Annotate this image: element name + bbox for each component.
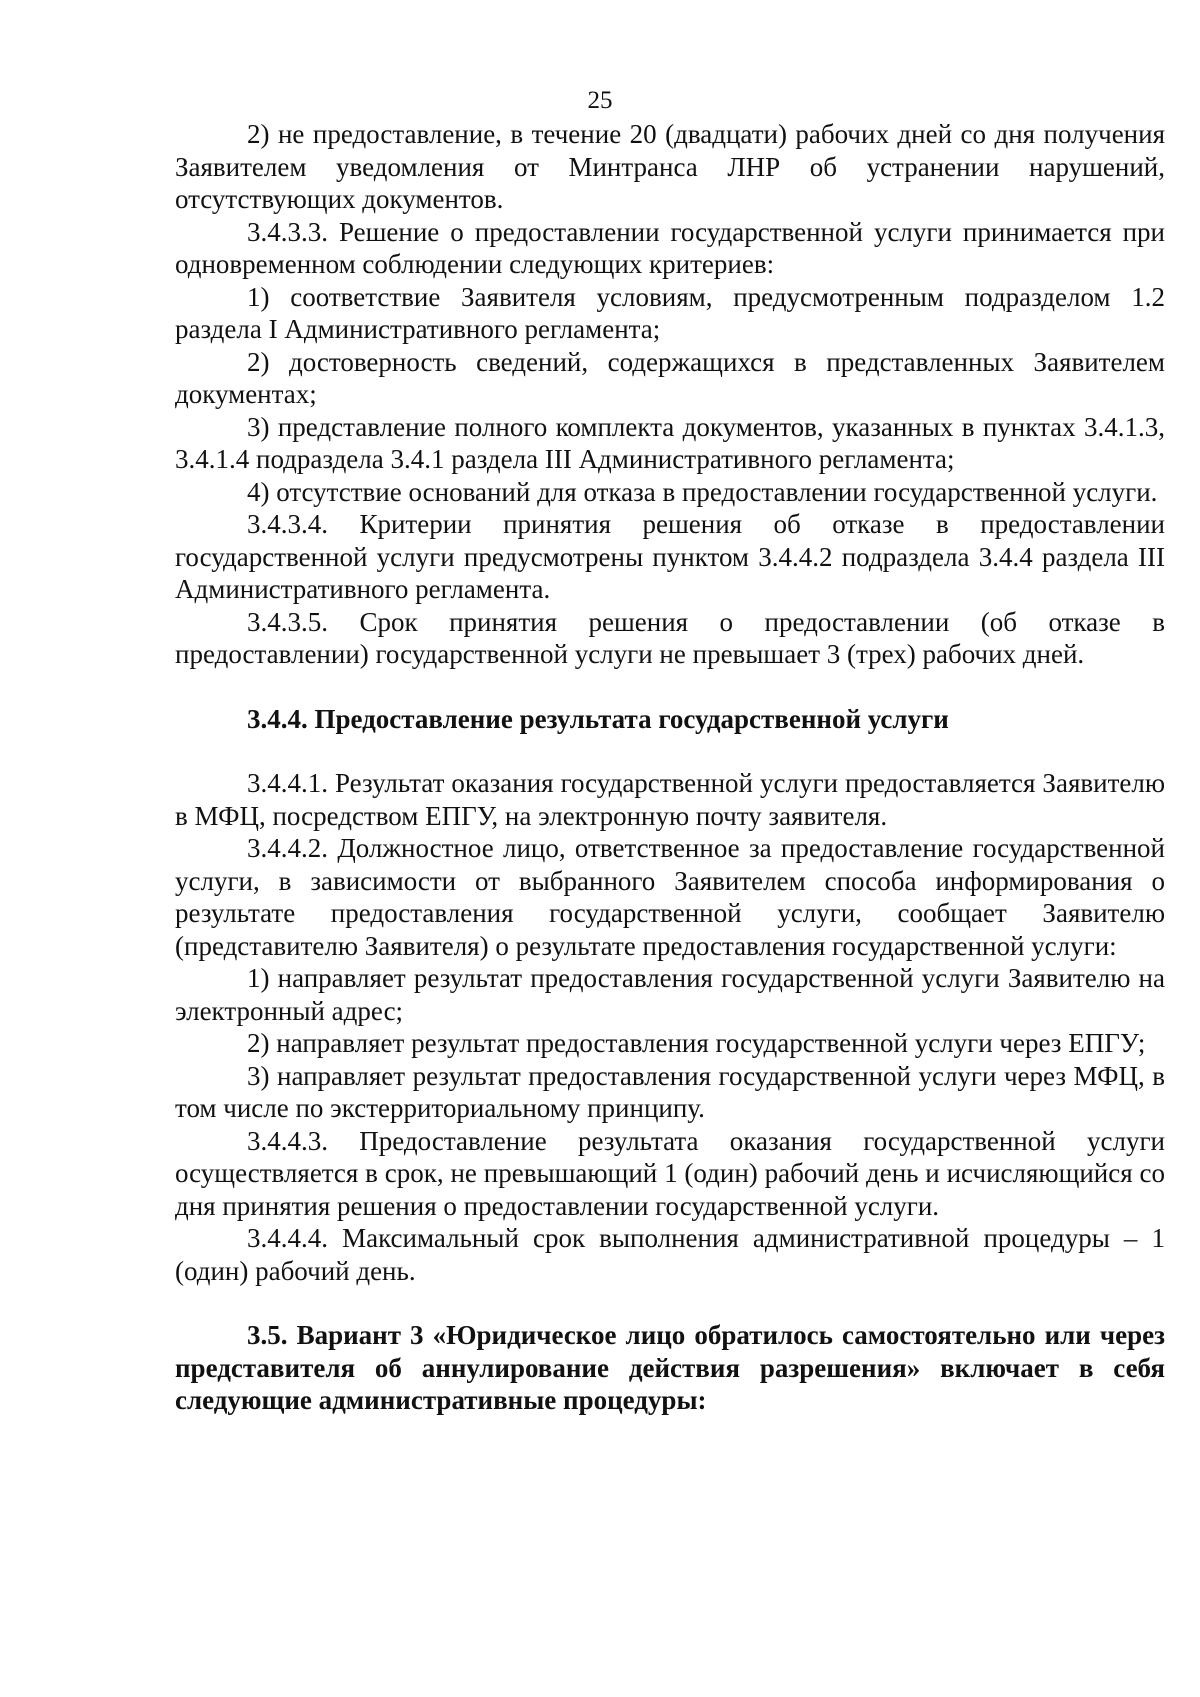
paragraph-3-4-3-4: 3.4.3.4. Критерии принятия решения об отказе в предоставлении государственной услуги предусмотрены пунктом 3.4.4.2 подраздела 3.4.4 раздела III Административного регламента. (175, 509, 1165, 604)
criteria-item-2: 2) достоверность сведений, содержащихся в представленных Заявителем документах; (175, 346, 1165, 409)
result-item-3: 3) направляет результат предоставления государственной услуги через МФЦ, в том числе по экстерриториальному принципу. (175, 1060, 1165, 1123)
paragraph-3-4-4-3: 3.4.4.3. Предоставление результата оказания государственной услуги осуществляется в срок, не превышающий 1 (один) рабочий день и исчисляющийся со дня принятия решения о предоставлении государственной услуги. (175, 1125, 1165, 1221)
paragraph-3-4-4-4: 3.4.4.4. Максимальный срок выполнения административной процедуры – 1 (один) рабочий день. (175, 1223, 1165, 1286)
document-body (175, 118, 1165, 1417)
section-heading-3-5: 3.5. Вариант 3 «Юридическое лицо обратилось самостоятельно или через представителя об аннулирование действия разрешения» включает в себя следующие административные процедуры: (175, 1320, 1165, 1415)
paragraph-3-4-3-3: 3.4.3.3. Решение о предоставлении государственной услуги принимается при одновременном соблюдении следующих критериев: (175, 216, 1165, 279)
result-item-1: 1) направляет результат предоставления государственной услуги Заявителю на электронный адрес; (175, 963, 1165, 1026)
paragraph-3-4-4-1: 3.4.4.1. Результат оказания государственной услуги предоставляется Заявителю в МФЦ, посредством ЕПГУ, на электронную почту заявителя. (175, 768, 1165, 831)
criteria-item-4: 4) отсутствие оснований для отказа в предоставлении государственной услуги. (247, 476, 1158, 507)
paragraph-3-4-3-5: 3.4.3.5. Срок принятия решения о предоставлении (об отказе в предоставлении) государственной услуги не превышает 3 (трех) рабочих дней. (175, 606, 1165, 669)
paragraph-refusal-item-2: 2) не предоставление, в течение 20 (двадцати) рабочих дней со дня получения Заявителем уведомления от Минтранса ЛНР об устранении нарушений, отсутствующих документов. (175, 119, 1165, 214)
criteria-item-3: 3) представление полного комплекта документов, указанных в пунктах 3.4.1.3, 3.4.1.4 подраздела 3.4.1 раздела III Административного регламента; (175, 411, 1165, 474)
result-item-2: 2) направляет результат предоставления государственной услуги через ЕПГУ; (247, 1028, 1146, 1058)
criteria-item-1: 1) соответствие Заявителя условиям, предусмотренным подразделом 1.2 раздела I Административного регламента; (175, 281, 1165, 344)
section-heading-3-4-4: 3.4.4. Предоставление результата государственной услуги (247, 703, 949, 734)
page-number: 25 (587, 87, 613, 114)
paragraph-3-4-4-2: 3.4.4.2. Должностное лицо, ответственное за предоставление государственной услуги, в зависимости от выбранного Заявителем способа информирования о результате предоставления государственной услуги, сообщает Заявителю (представителю Заявителя) о результате предоставления государственной услуги: (175, 833, 1165, 961)
